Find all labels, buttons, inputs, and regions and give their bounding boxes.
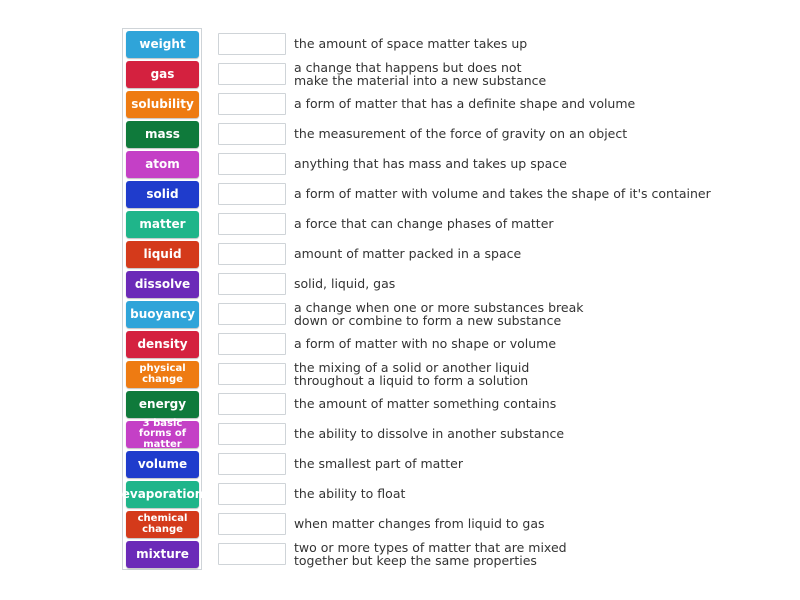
definition-text: a force that can change phases of matter [294, 216, 554, 232]
definition-text: anything that has mass and takes up space [294, 156, 567, 172]
answer-drop-slot[interactable] [218, 153, 286, 175]
term-tile-liquid[interactable]: liquid [126, 241, 199, 268]
term-tile-3-basic-forms-of-matter[interactable]: 3 basic forms of matter [126, 421, 199, 448]
answer-drop-slot[interactable] [218, 363, 286, 385]
term-tile-volume[interactable]: volume [126, 451, 199, 478]
definition-text: two or more types of matter that are mixed together but keep the same properties [294, 539, 567, 568]
definition-text: the amount of matter something contains [294, 396, 557, 412]
definition-text: the ability to dissolve in another substance [294, 426, 565, 442]
term-tile-solid[interactable]: solid [126, 181, 199, 208]
definition-text: solid, liquid, gas [294, 276, 396, 292]
answer-drop-slot[interactable] [218, 513, 286, 535]
term-tile-evaporation[interactable]: evaporation [126, 481, 199, 508]
term-tile-chemical-change[interactable]: chemical change [126, 511, 199, 538]
answer-drop-slot[interactable] [218, 273, 286, 295]
definition-text: the amount of space matter takes up [294, 36, 528, 52]
definition-text: the ability to float [294, 486, 406, 502]
term-tile-density[interactable]: density [126, 331, 199, 358]
answer-drop-slot[interactable] [218, 63, 286, 85]
term-tile-mixture[interactable]: mixture [126, 541, 199, 568]
definition-text: a change when one or more substances break down or combine to form a new substance [294, 299, 584, 328]
term-tile-buoyancy[interactable]: buoyancy [126, 301, 199, 328]
definition-text: the measurement of the force of gravity on an object [294, 126, 628, 142]
term-tile-physical-change[interactable]: physical change [126, 361, 199, 388]
term-tile-energy[interactable]: energy [126, 391, 199, 418]
definition-text: the smallest part of matter [294, 456, 463, 472]
definition-text: a form of matter with no shape or volume [294, 336, 557, 352]
definition-text: a form of matter with volume and takes the shape of it's container [294, 186, 711, 202]
answer-drop-slot[interactable] [218, 393, 286, 415]
term-tile-solubility[interactable]: solubility [126, 91, 199, 118]
definition-text: a form of matter that has a definite shape and volume [294, 96, 636, 112]
answer-drop-slot[interactable] [218, 93, 286, 115]
answer-drop-slot[interactable] [218, 33, 286, 55]
answer-drop-slot[interactable] [218, 243, 286, 265]
definition-text: amount of matter packed in a space [294, 246, 522, 262]
definition-text: a change that happens but does not make the material into a new substance [294, 59, 547, 88]
term-tile-matter[interactable]: matter [126, 211, 199, 238]
answer-drop-slot[interactable] [218, 423, 286, 445]
term-tile-mass[interactable]: mass [126, 121, 199, 148]
term-tile-weight[interactable]: weight [126, 31, 199, 58]
answer-drop-slot[interactable] [218, 213, 286, 235]
definition-text: the mixing of a solid or another liquid throughout a liquid to form a solution [294, 359, 530, 388]
definition-text: when matter changes from liquid to gas [294, 516, 545, 532]
answer-drop-slot[interactable] [218, 483, 286, 505]
term-tile-dissolve[interactable]: dissolve [126, 271, 199, 298]
answer-drop-slot[interactable] [218, 543, 286, 565]
answer-drop-slot[interactable] [218, 333, 286, 355]
answer-drop-slot[interactable] [218, 123, 286, 145]
term-tile-atom[interactable]: atom [126, 151, 199, 178]
answer-drop-slot[interactable] [218, 303, 286, 325]
term-tile-gas[interactable]: gas [126, 61, 199, 88]
answer-drop-slot[interactable] [218, 453, 286, 475]
answer-drop-slot[interactable] [218, 183, 286, 205]
